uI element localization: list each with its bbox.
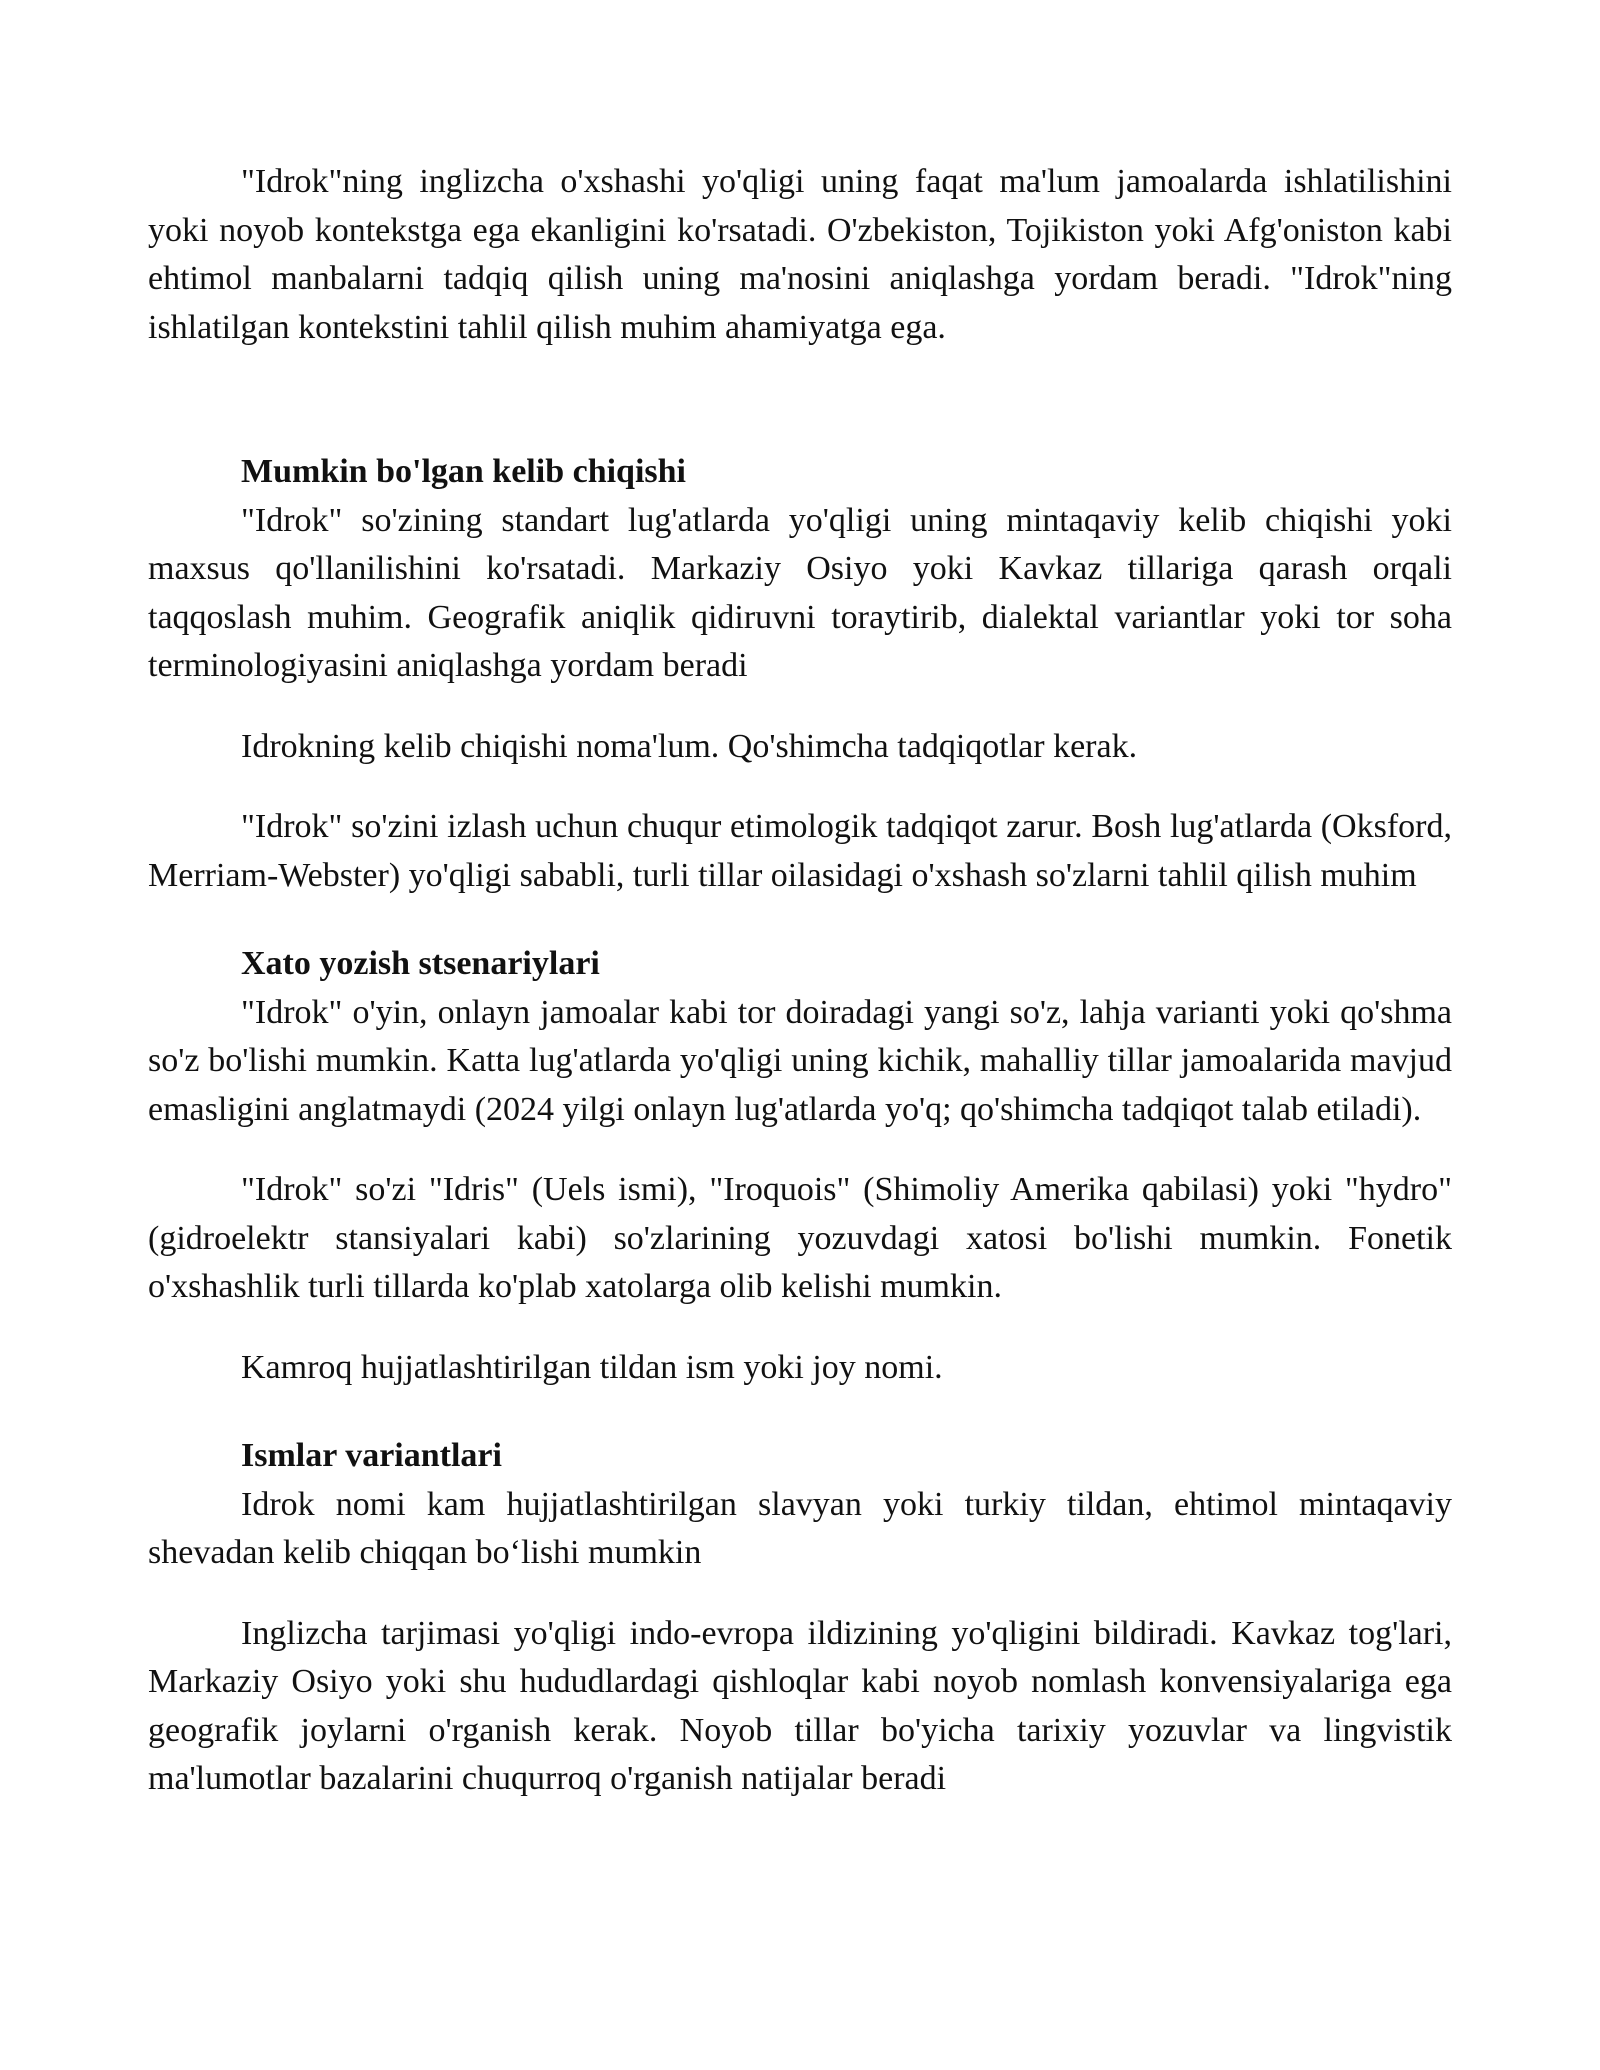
section-paragraph: "Idrok" so'zini izlash uchun chuqur etimologik tadqiqot zarur. Bosh lug'atlarda (Oksford, Merriam-Webster) yo'qligi sababli, turli tillar oilasidagi o'xshash so'zlarni tahlil qilish muhim: [148, 808, 1452, 894]
section-paragraph: "Idrok" so'zining standart lug'atlarda yo'qligi uning mintaqaviy kelib chiqishi yoki maxsus qo'llanilishini ko'rsatadi. Markaziy Osiyo yoki Kavkaz tillariga qarash orqali taqqoslash muhim. Geografik aniqlik qidiruvni toraytirib, dialektal variantlar yoki tor soha terminologiyasini aniqlashga yordam beradi: [148, 501, 1452, 684]
section-origin: [148, 448, 1452, 900]
section-name-variants: [148, 1432, 1452, 1804]
spacer: [148, 352, 1452, 448]
section-heading: Xato yozish stsenariylari: [241, 945, 600, 982]
section-paragraph: Kamroq hujjatlashtirilgan tildan ism yoki joy nomi.: [241, 1348, 943, 1386]
section-paragraph: "Idrok" o'yin, onlayn jamoalar kabi tor doiradagi yangi so'z, lahja varianti yoki qo'shma so'z bo'lishi mumkin. Katta lug'atlarda yo'qligi uning kichik, mahalliy tillar jamoalarida mavjud emasligini anglatmaydi (2024 yilgi onlayn lug'atlarda yo'q; qo'shimcha tadqiqot talab etiladi).: [148, 993, 1452, 1128]
section-heading: Ismlar variantlari: [241, 1437, 502, 1474]
document-page: [148, 158, 1452, 1804]
section-paragraph: "Idrok" so'zi "Idris" (Uels ismi), "Iroquois" (Shimoliy Amerika qabilasi) yoki "hydro" (gidroelektr stansiyalari kabi) so'zlarining yozuvdagi xatosi bo'lishi mumkin. Fonetik o'xshashlik turli tillarda ko'plab xatolarga olib kelishi mumkin.: [148, 1171, 1452, 1305]
section-heading: Mumkin bo'lgan kelib chiqishi: [241, 453, 686, 490]
section-paragraph: Idrokning kelib chiqishi noma'lum. Qo'shimcha tadqiqotlar kerak.: [241, 727, 1138, 765]
section-paragraph: Inglizcha tarjimasi yo'qligi indo-evropa ildizining yo'qligini bildiradi. Kavkaz tog'lari, Markaziy Osiyo yoki shu hududlardagi qishloqlar kabi noyob nomlash konvensiyalariga ega geografik joylarni o'rganish kerak. Noyob tillar bo'yicha tarixiy yozuvlar va lingvistik ma'lumotlar bazalarini chuqurroq o'rganish natijalar beradi: [148, 1614, 1452, 1797]
section-paragraph: Idrok nomi kam hujjatlashtirilgan slavyan yoki turkiy tildan, ehtimol mintaqaviy shevadan kelib chiqqan bo‘lishi mumkin: [148, 1485, 1452, 1571]
intro-paragraph: "Idrok"ning inglizcha o'xshashi yo'qligi uning faqat ma'lum jamoalarda ishlatilishini yoki noyob kontekstga ega ekanligini ko'rsatadi. O'zbekiston, Tojikiston yoki Afg'oniston kabi ehtimol manbalarni tadqiq qilish uning ma'nosini aniqlashga yordam beradi. "Idrok"ning ishlatilgan kontekstini tahlil qilish muhim ahamiyatga ega.: [148, 163, 1452, 346]
section-misspelling: [148, 940, 1452, 1392]
